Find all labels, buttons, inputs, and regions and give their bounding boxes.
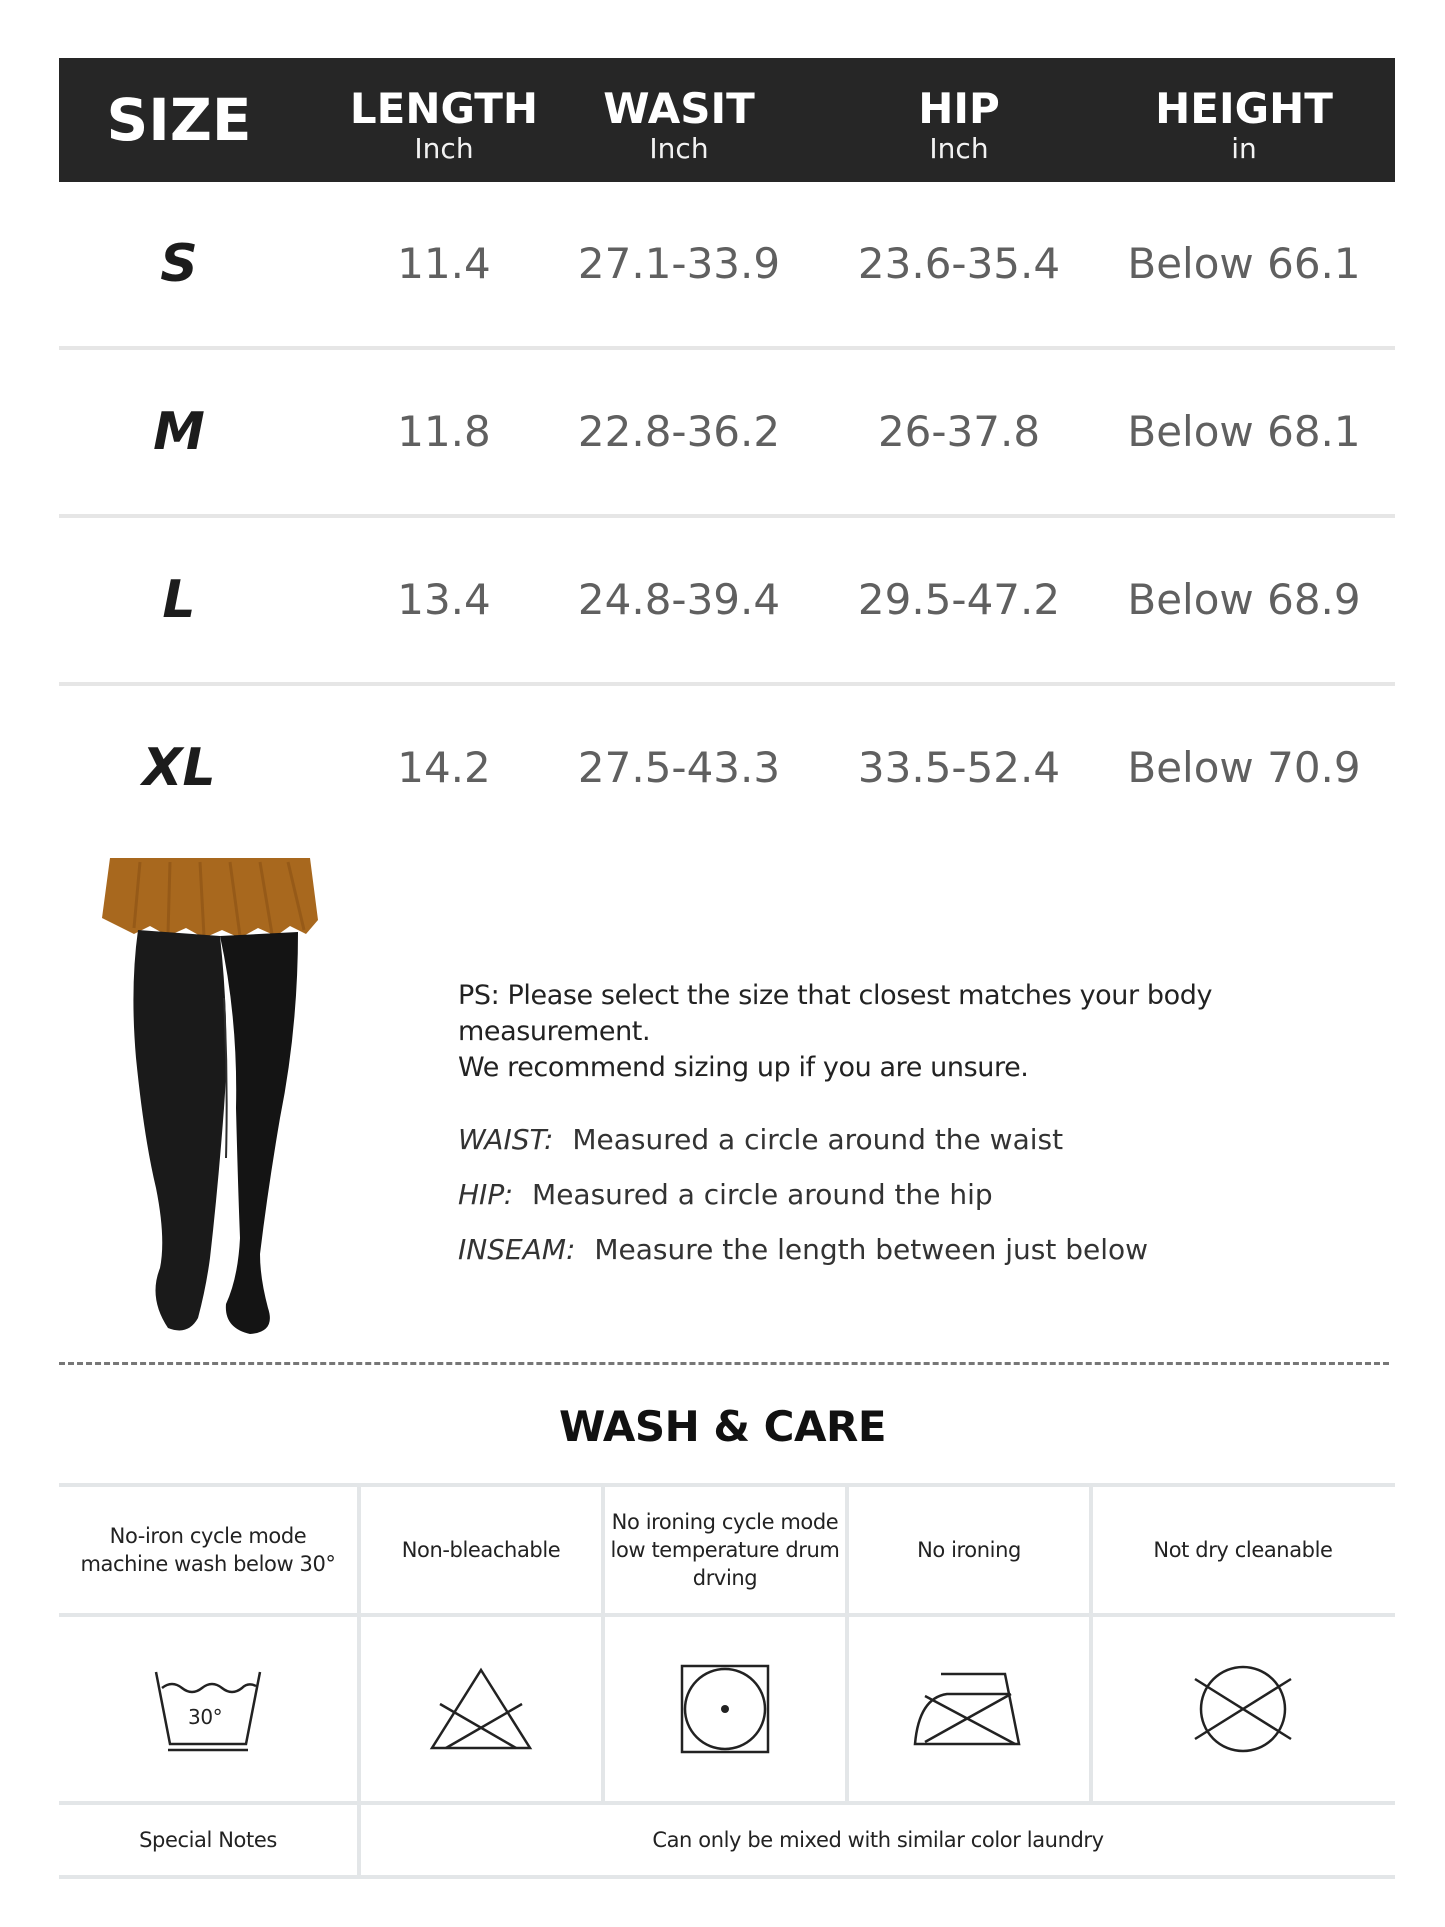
header-waist: WASIT Inch (603, 84, 755, 165)
special-notes-text: Can only be mixed with similar color laundry (652, 1828, 1104, 1852)
wash-care-table (59, 1483, 1395, 1879)
no-dry-clean-icon (1191, 1663, 1295, 1755)
definition-inseam: INSEAM: Measure the length between just below (458, 1233, 1149, 1266)
length-cell: 11.8 (397, 407, 491, 456)
header-hip: HIP Inch (918, 84, 1000, 165)
waist-cell: 27.5-43.3 (577, 743, 781, 792)
size-cell: M (153, 402, 205, 462)
header-size: SIZE (106, 86, 252, 154)
ps-note: PS: Please select the size that closest matches your body measurement. We recommend sizing up if you are unsure. (458, 980, 1213, 1083)
care-icons-row (59, 1613, 1395, 1801)
sizing-notes (458, 978, 1388, 1277)
special-notes-row (59, 1801, 1395, 1879)
height-cell: Below 70.9 (1127, 743, 1361, 792)
table-row (59, 686, 1395, 850)
care-label: Non-bleachable (401, 1538, 561, 1562)
care-label: No ironing (917, 1538, 1021, 1562)
hip-cell: 29.5-47.2 (857, 575, 1061, 624)
left-leg-shape (133, 930, 226, 1330)
height-cell: Below 68.1 (1127, 407, 1361, 456)
hip-cell: 33.5-52.4 (857, 743, 1061, 792)
special-notes-label: Special Notes (139, 1828, 277, 1852)
no-bleach-icon (426, 1664, 536, 1754)
size-table (59, 58, 1395, 850)
care-label: No-iron cycle mode machine wash below 30° (80, 1524, 336, 1576)
hip-cell: 23.6-35.4 (857, 239, 1061, 288)
right-leg-shape (220, 932, 298, 1334)
height-cell: Below 68.9 (1127, 575, 1361, 624)
care-labels-row (59, 1483, 1395, 1613)
table-row (59, 350, 1395, 518)
waist-cell: 24.8-39.4 (577, 575, 781, 624)
size-cell: XL (142, 738, 216, 798)
header-length: LENGTH Inch (349, 84, 539, 165)
wash-30-icon (148, 1664, 268, 1754)
waist-cell: 22.8-36.2 (577, 407, 781, 456)
table-row (59, 182, 1395, 350)
table-row (59, 518, 1395, 686)
hip-cell: 26-37.8 (877, 407, 1041, 456)
wash-care-title: WASH & CARE (558, 1402, 887, 1451)
definition-hip: HIP: Measured a circle around the hip (458, 1178, 993, 1211)
length-cell: 13.4 (397, 575, 491, 624)
svg-text:30°: 30° (188, 1705, 223, 1729)
care-label: No ironing cycle mode low temperature drum drving (610, 1510, 840, 1590)
header-height: HEIGHT in (1155, 84, 1333, 165)
size-cell: S (160, 234, 198, 294)
tumble-dry-low-icon (679, 1663, 771, 1755)
length-cell: 11.4 (397, 239, 491, 288)
length-cell: 14.2 (397, 743, 491, 792)
waist-cell: 27.1-33.9 (577, 239, 781, 288)
no-iron-icon (911, 1668, 1027, 1750)
definition-waist: WAIST: Measured a circle around the waist (458, 1123, 1064, 1156)
care-label: Not dry cleanable (1153, 1538, 1333, 1562)
height-cell: Below 66.1 (1127, 239, 1361, 288)
size-cell: L (162, 570, 196, 630)
section-divider (59, 1362, 1389, 1365)
tights-product-image (100, 858, 340, 1338)
size-table-header (59, 58, 1395, 182)
